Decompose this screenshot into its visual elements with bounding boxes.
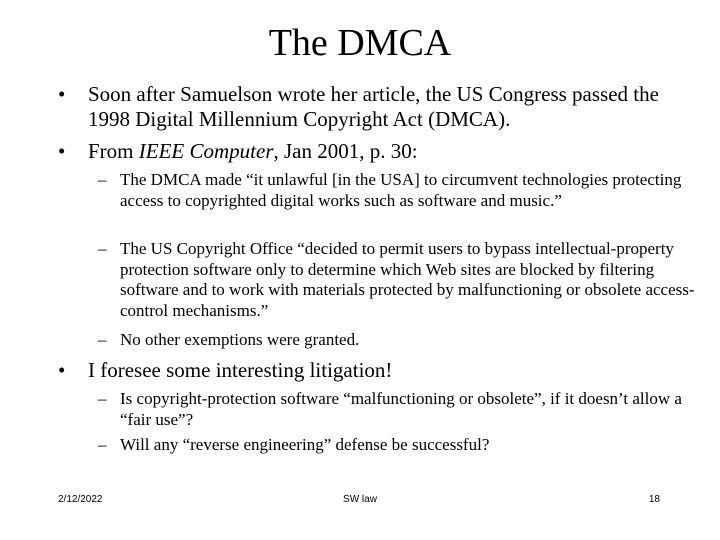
sub-bullet-item (98, 239, 698, 321)
dash-marker: – (98, 239, 107, 258)
sub-bullet-item (98, 389, 698, 430)
sub-bullet-item (98, 330, 698, 351)
bullet-marker: • (58, 82, 66, 106)
bullet-text-suffix: , Jan 2001, p. 30: (273, 139, 418, 163)
sub-bullet-item (98, 435, 698, 456)
sub-bullet-text: Will any “reverse engineering” defense be successful? (120, 435, 490, 454)
footer-center-text: SW law (343, 494, 377, 505)
dash-marker: – (98, 330, 107, 349)
sub-bullet-text: No other exemptions were granted. (120, 330, 360, 349)
slide-title: The DMCA (268, 22, 452, 64)
bullet-text (58, 139, 698, 164)
dash-marker: – (98, 170, 107, 189)
footer-page-number: 18 (648, 494, 660, 505)
bullet-marker: • (58, 358, 66, 382)
bullet-text: I foresee some interesting litigation! (88, 358, 393, 382)
bullet-item (58, 82, 698, 132)
publication-name: IEEE Computer (138, 139, 274, 163)
bullet-marker: • (58, 139, 66, 163)
footer-date: 2/12/2022 (58, 494, 103, 505)
sub-bullet-text: The DMCA made “it unlawful [in the USA] to circumvent technologies protecting access to copyrighted digital works such as software and music.” (120, 170, 682, 210)
bullet-item (58, 358, 698, 383)
dash-marker: – (98, 389, 107, 408)
bullet-text: Soon after Samuelson wrote her article, the US Congress passed the 1998 Digital Millennium Copyright Act (DMCA). (88, 82, 659, 131)
bullet-text-prefix: From (88, 139, 139, 163)
sub-bullet-item (98, 170, 698, 211)
sub-bullet-text: The US Copyright Office “decided to permit users to bypass intellectual-property protection software only to determine which Web sites are blocked by filtering software and to work with materials protected by malfunctioning or obsolete access-control mechanisms.” (120, 239, 695, 320)
bullet-item (58, 139, 698, 164)
dash-marker: – (98, 435, 107, 454)
sub-bullet-text: Is copyright-protection software “malfunctioning or obsolete”, if it doesn’t allow a “fair use”? (120, 389, 682, 429)
